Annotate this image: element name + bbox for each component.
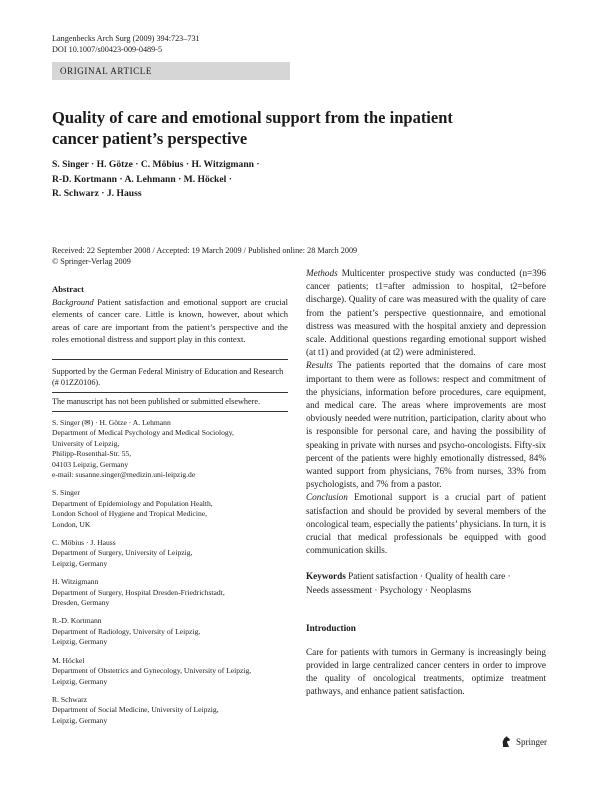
- author-list: [52, 158, 312, 202]
- affiliation-line: Leipzig, Germany: [52, 676, 108, 686]
- article-title: [52, 107, 512, 149]
- affiliation-line: University of Leipzig,: [52, 438, 120, 448]
- methods-text: Multicenter prospective study was conducted (n=396 cancer patients; t1=after admission to hospital, t2=before discharge). Quality of care was measured with the quality of care from the patient’s perspective questionnaire, and emotional distress was measured with the hospital anxiety and depression scale. Additional questions regarding emotional support wished (at t1) and provided (at t2) were administered.: [306, 268, 547, 358]
- springer-knight-icon: [500, 735, 512, 748]
- conclusion-text: Emotional support is a crucial part of patient satisfaction and should be provided by several members of the oncological team, especially the patients’ physicians. In turn, it is crucial that medical professionals be equipped with good communication skills.: [306, 492, 547, 556]
- affiliation-line: S. Singer (✉) · H. Götze · A. Lehmann: [52, 417, 171, 427]
- publication-dates: [52, 245, 357, 267]
- affiliations: [52, 418, 288, 726]
- affiliation-line: Department of Obstetrics and Gynecology, University of Leipzig,: [52, 666, 252, 676]
- affiliation-line: C. Möbius · J. Hauss: [52, 538, 116, 548]
- affiliation-line: Leipzig, Germany: [52, 715, 108, 725]
- author-line: R. Schwarz · J. Hauss: [52, 188, 142, 199]
- results-text: The patients reported that the domains of care most important to them were as follows: respect and commitment of the physicians, information before procedures, care equipment, and medical care. The areas where improvements are most obviously needed were nutrition, participation, clarity about who is responsible for personal care, and having the possibility of speaking in private with nurses and psycho-oncologists. Fifty-six percent of the patients were highly emotionally distressed, 84% wanted support from physicians, 76% from nurses, 33% from psychologists, and 7% from a pastor.: [306, 360, 546, 490]
- footnote-divider: [52, 359, 288, 360]
- affiliation-line: Department of Social Medicine, University of Leipzig,: [52, 705, 219, 715]
- background-label: Background: [52, 296, 94, 307]
- affiliation-line: Philipp-Rosenthal-Str. 55,: [52, 449, 132, 459]
- funding-note: [52, 366, 288, 388]
- results-label: Results: [306, 360, 333, 371]
- affiliation-line: Department of Epidemiology and Population Health,: [52, 498, 213, 508]
- abstract-methods: [306, 267, 546, 359]
- keywords-line: Patient satisfaction · Quality of health care ·: [348, 571, 511, 582]
- author-line: S. Singer · H. Götze · C. Möbius · H. Witzigmann ·: [52, 159, 260, 170]
- abstract-conclusion: [306, 491, 546, 557]
- affiliation-line: Dresden, Germany: [52, 598, 110, 608]
- affiliation-line: Department of Surgery, Hospital Dresden-Friedrichstadt,: [52, 587, 225, 597]
- title-line-2: cancer patient’s perspective: [52, 129, 248, 148]
- affiliation-block: [52, 656, 288, 687]
- right-column: [306, 267, 546, 699]
- copyright-notice: © Springer-Verlag 2009: [52, 257, 131, 266]
- affiliation-line: 04103 Leipzig, Germany: [52, 459, 129, 469]
- abstract-background: [52, 283, 288, 346]
- introduction-text: Care for patients with tumors in Germany is increasingly being provided in large centralized cancer centers in order to improve the quality of oncological treatments, optimize treatment pathways, and enhance patient satisfaction.: [306, 646, 546, 697]
- affiliation-block: [52, 488, 288, 530]
- conclusion-label: Conclusion: [306, 492, 348, 503]
- affiliation-block: [52, 616, 288, 647]
- doi: DOI 10.1007/s00423-009-0489-5: [52, 45, 163, 54]
- article-type-banner: [52, 62, 290, 80]
- affiliation-block: [52, 418, 288, 480]
- keywords: [306, 570, 546, 596]
- footnote-divider: [52, 392, 288, 393]
- keywords-label: Keywords: [306, 571, 346, 582]
- affiliation-block: [52, 577, 288, 608]
- article-type-label: ORIGINAL ARTICLE: [60, 66, 152, 76]
- affiliation-line: M. Höckel: [52, 655, 85, 665]
- methods-label: Methods: [306, 268, 338, 278]
- affiliation-line: Department of Medical Psychology and Medical Sociology,: [52, 428, 234, 438]
- affiliation-line: R.-D. Kortmann: [52, 616, 102, 626]
- affiliation-block: [52, 538, 288, 569]
- footnote-divider: [52, 411, 288, 412]
- publisher-name: Springer: [516, 736, 547, 747]
- affiliation-line: R. Schwarz: [52, 694, 88, 704]
- abstract-results: [306, 359, 546, 491]
- manuscript-note: The manuscript has not been published or submitted elsewhere.: [52, 396, 261, 406]
- affiliation-block: [52, 695, 288, 726]
- affiliation-line: London, UK: [52, 519, 91, 529]
- received-accepted-dates: Received: 22 September 2008 / Accepted: 19 March 2009 / Published online: 28 March 2009: [52, 246, 358, 255]
- introduction-heading: Introduction: [306, 622, 356, 633]
- journal-reference: Langenbecks Arch Surg (2009) 394:723–731: [52, 34, 200, 43]
- journal-citation: [52, 33, 200, 55]
- title-line-1: Quality of care and emotional support from the inpatient: [52, 108, 453, 127]
- affiliation-line: Department of Surgery, University of Leipzig,: [52, 548, 193, 558]
- author-email[interactable]: e-mail: susanne.singer@medizin.uni-leipzig.de: [52, 470, 196, 479]
- funding-line: (# 01ZZ0106).: [52, 377, 101, 387]
- affiliation-line: London School of Hygiene and Tropical Medicine,: [52, 509, 208, 519]
- left-column: [52, 283, 288, 734]
- affiliation-line: S. Singer: [52, 488, 80, 498]
- affiliation-line: Leipzig, Germany: [52, 558, 108, 568]
- author-line: R-D. Kortmann · A. Lehmann · M. Höckel ·: [52, 173, 232, 185]
- publisher-logo: [500, 735, 547, 748]
- background-text: Patient satisfaction and emotional support are crucial elements of cancer care. Little is known, however, about which areas of care are important from the patient’s perspective and the roles emotional distress and support play in this context.: [52, 296, 288, 345]
- affiliation-line: Department of Radiology, University of Leipzig,: [52, 626, 201, 636]
- funding-line: Supported by the German Federal Ministry of Education and Research: [52, 366, 284, 376]
- keywords-line: Needs assessment · Psychology · Neoplasms: [306, 584, 472, 595]
- affiliation-line: Leipzig, Germany: [52, 637, 108, 647]
- abstract-heading: Abstract: [52, 284, 84, 294]
- affiliation-line: H. Witzigmann: [52, 577, 99, 587]
